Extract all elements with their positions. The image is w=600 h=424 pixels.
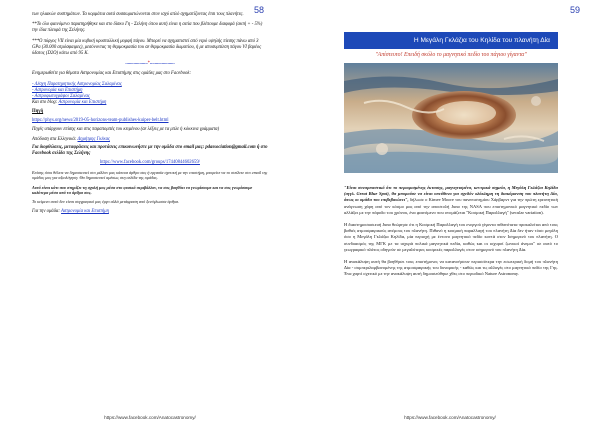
facebook-page-url: https://www.facebook.com/groups/17440844602659/ — [100, 159, 200, 165]
facebook-group-link[interactable]: - Αστρονομία και Επιστήμη — [32, 87, 83, 93]
paragraph: "Είναι συναρπαστικό ότι το περιορισμένης έκτασης, μαγνητισμένα, κεντρικά σημεία, η Μεγάλη Γκλάζια Κηλίδα (αγγλ. Great Blue Spot), θα μπορούσε να είναι υπεύθυνο για σχεδόν ολόκληρη τη διακύμανση του πλανήτη Δία, όπως οι ομάδα του επιβεβαιώνει", δήλωσε ο Kimee Moore του πανεπιστημίου Χάρβαρντ για την πρώτη ερευνητική ανάγνωση χάρη από τον κόσμο μας από την αποστολή Juno της NASA που επιστημονικό μαγνητικό πεδίο των αλλάξει με την πάροδο του χρόνου, ένα φαινόμενο που ονομάζεται "Κοσμική Παραλλαγή" (secular variation). — [344, 185, 559, 215]
source-url: https://phys.org/news/2019-05-horizons-team-publishes-kuiper-belt.html — [32, 117, 169, 123]
page-footer: https://www.facebook.com/Anatocastronomy/ — [104, 415, 196, 420]
facebook-group-link[interactable]: - Λέσχη Παρατηρητικής Αστρονομίας Σαλαμίνας — [32, 81, 122, 87]
group-links: - Λέσχη Παρατηρητικής Αστρονομίας Σαλαμίνας - Αστρονομία και Επιστήμη - Αστροφωτογράφοι Σαλαμίνας Και στο blog: Αστρονομία και Επιστήμη — [32, 81, 122, 106]
follow-intro: Ενημερωθείτε για θέματα Αστρονομίας και Επιστήμης στις ομάδες μας στο Facebook: — [32, 71, 192, 77]
right-page-content — [344, 185, 558, 284]
facebook-group-link[interactable]: - Αστροφωτογράφοι Σαλαμίνας — [32, 94, 90, 100]
source-heading: Πηγή — [32, 109, 44, 115]
blog-link[interactable]: Αστρονομία και Επιστήμη — [58, 100, 107, 106]
footnote: **Το όλο φαινόμενο παρατηρήθηκε και στο δίσκο Γη - Σελήνη όπου αυτή είναι η αιτία που βλέπουμε διαφορά (ακτή + - 5%) την ίδια πλευρά της Σελήνης. — [32, 22, 263, 34]
left-page-content — [32, 12, 268, 219]
translation-credit: Απόδοση στα Ελληνικά: Δημήτρης Γκέκας — [32, 137, 110, 143]
right-page — [300, 0, 600, 424]
footnote: ***Ο πύργος VII είναι μία κυβική κρυσταλλική μορφή πάγου. Μπορεί να σχηματιστεί από νερό υψηλής πίεσης πάνω από 3 GPa (30.000 ατμόσφαιρες), μεσόνοντας τη θερμοκρασία του σε θερμοκρασία δωματίου, ή με αποσυμπίεση πάγου VI βαρέος ύδατος (D2O) κάτω από 95 Κ. — [32, 38, 262, 57]
page-number: 59 — [570, 5, 581, 15]
paragraph: Η ανακάλυψη αυτή θα βοηθήσει τους επιστήμονες να κατανοήσουν περισσότερα την εσωτερική δομή του πλανήτη Δία - συμπεριλαμβανομένης της ατμοσφαιρικής του δυναμικής - καθώς και τις αλλαγές στο μαγνητικό πεδίο της Γης. Ένα χαρτί σχετικό με την ανακάλυψη αυτή δημοσιεύθηκε χθες στο περιοδικό Nature Astronomy. — [344, 259, 558, 277]
separator: ...................*..................... — [125, 61, 175, 67]
paragraph: των ηλιακών συστημάτων. Τα κομμάτια αυτά συσσωματώνονται στον ισχύ απλό σχηματίζοντας έτσι τους πλανήτες. — [32, 12, 244, 17]
small-note: Αυτό είναι κάτι που στηρίζει τη σχολή μας μέσα στο φυσικό περιβάλλον, να σας βοηθάει να γνωρίσουμε και να σας γνωρίσουμε καλύτερα μέσα από τα άρθρα σας. — [32, 184, 253, 196]
page-number: 58 — [254, 5, 265, 15]
jupiter-clouds-image — [344, 63, 558, 173]
article-title: Η Μεγάλη Γκλάζια του Κηλίδα του πλανήτη Δία — [344, 32, 558, 49]
article-subtitle: "Απίστευτο! Επειδή σκόλο το μαγνητικό πεδίο του πάγιου γίγαντα" — [375, 52, 527, 58]
sources-note: Πηγές υπάρχουν επίσης και στις παραπομπές του κειμένου (σε λέξεις με τα μπλε ή κόκκινα γράμματα) — [32, 126, 220, 132]
page-footer: https://www.facebook.com/Anatocastronomy/ — [404, 415, 496, 420]
jupiter-photo — [344, 63, 558, 173]
editor-credit: Για την ομάδα: Αστρονομία και Επιστήμη — [32, 208, 109, 214]
paragraph: Η διαστημοσυσκευή Juno θεώρησε ότι η Κοσμική Παραλλαγή του ενεργού γίγαντα πιθανότατα προκαλείται από τους βαθιές ατμοσφαιρικούς ανέμους του πλανήτη. Πιθανό η κοσμική παραλλαγή του πλανήτη Δία δεν ήταν τόσο μεγάλη όσο η Μεγάλη Γκλάζια Κηλίδα, μία περιοχή με έντονο μαγνητικό πεδίο κοντά στον Ισημερινό του πλανήτη. Ο συνδυασμός της ΜΓΚ με τα ισχυρά πολικά μαγνητικά πεδία, καθώς και οι ισχυροί ζωνικοί άνεμοι" σε αυτό το γεωγραφικό πλάτος οδηγούν σε μεγαλύτερες κοσμικές παραλλαγές στον ισημερινό του πλανήτη Δία. — [344, 222, 558, 252]
small-note: Το κείμενο αυτό δεν είναι συγγραφικό μας έργο αλλά μετάφραση από ξενόγλωσσα άρθρα. — [32, 199, 180, 205]
contact-text: Για διορθώσεις, μεταφράσεις και προτάσεις επικοινωνήστε με την ομάδα στο email μας: pdassociation@gmail.com ή στο Facebook σελίδα της Σελήνης — [32, 145, 268, 157]
small-note: Επίσης όσοι θέλετε να δημοσιευτεί στο μέλλον μας κάποια άρθρο σας ή εργασία σχετική με την επιστήμη, μπορείτε να το στείλετε στο email της ομάδας μας για αξιολόγηση. Θα δημοσιευτεί αμέσως στη σελίδα της ομάδας. — [32, 169, 268, 181]
